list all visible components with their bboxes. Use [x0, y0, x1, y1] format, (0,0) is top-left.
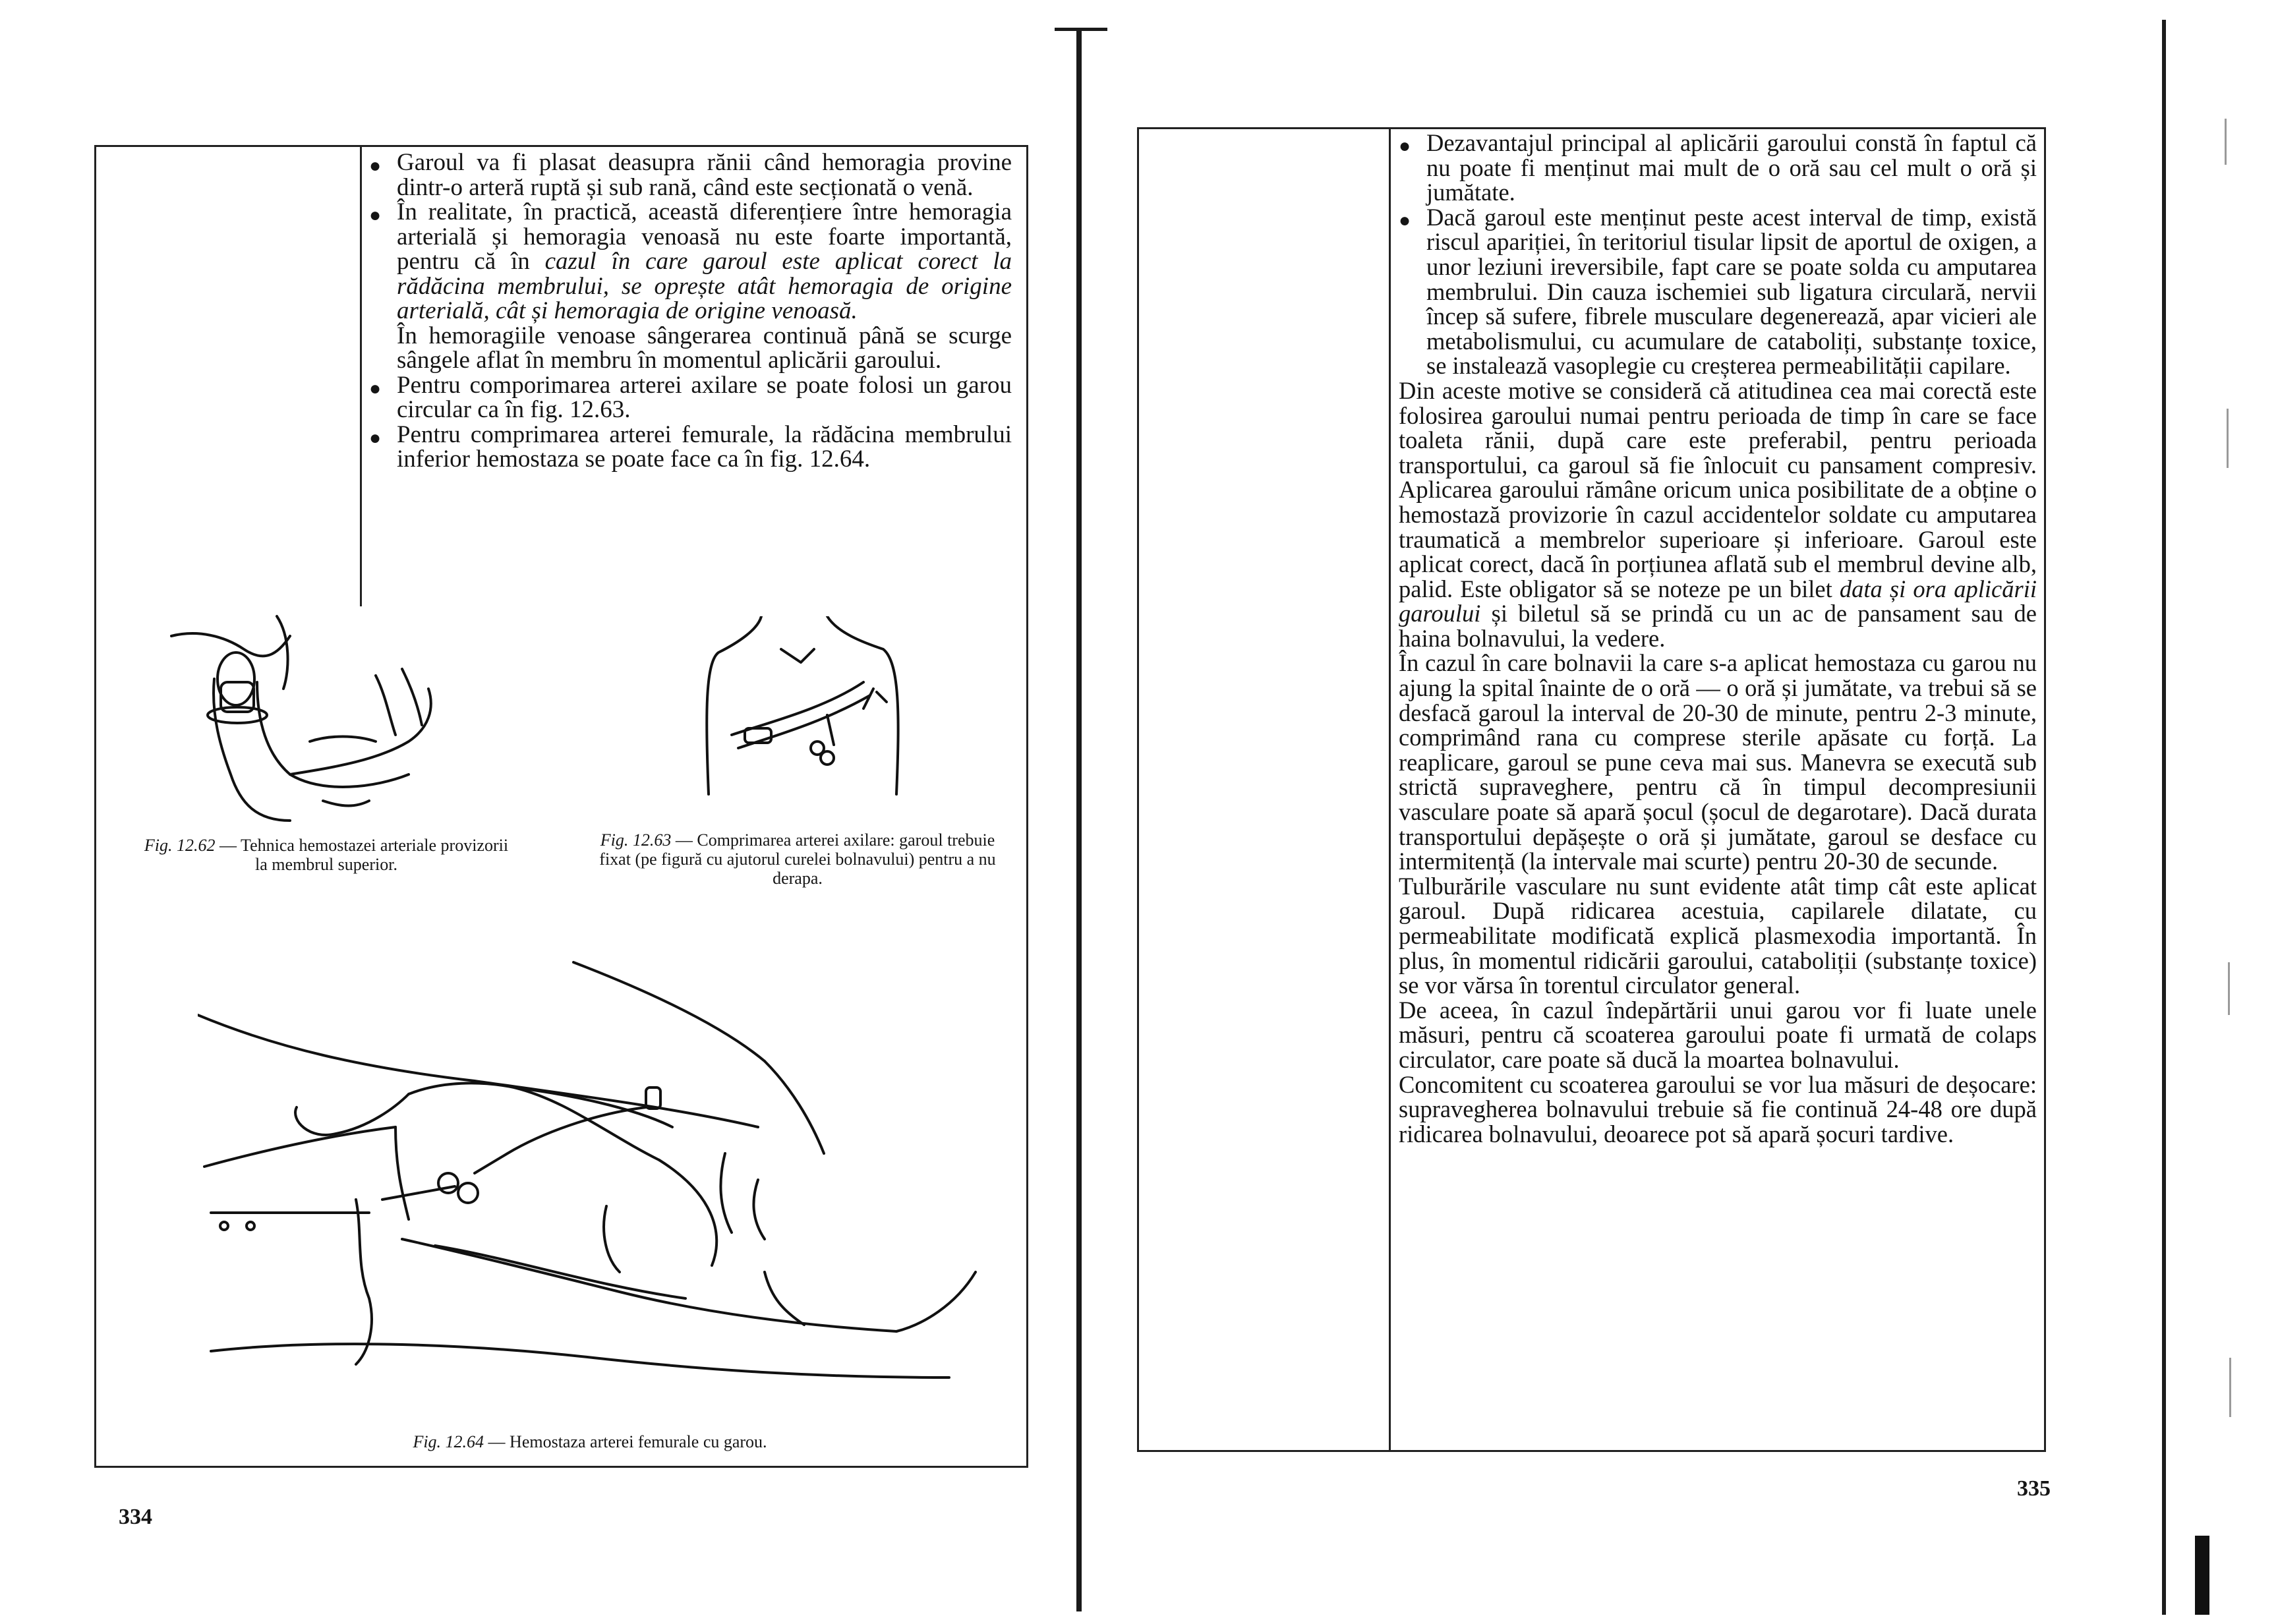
bullet-text: În realitate, în practică, această diferențiere între hemoragia arterială și hemoragia venoasă nu este foarte importantă, pentru că în	[397, 198, 1012, 275]
bullet-text: Pentru comprimarea arterei femurale, la rădăcina membrului inferior hemostaza se poate face ca în fig. 12.64.	[397, 420, 1012, 473]
bullet-item	[1399, 130, 2037, 205]
bullet-item	[369, 373, 1012, 422]
page-number-left: 334	[119, 1505, 152, 1529]
bullet-dot: ●	[369, 377, 382, 399]
left-text	[369, 150, 1012, 472]
bullet-item	[369, 200, 1012, 373]
paragraph-text: și biletul să se prindă cu un ac de pansament sau de haina bolnavului, la vedere.	[1399, 600, 2037, 652]
caption-fig-12-64	[310, 1432, 870, 1451]
bullet-text: Garoul va fi plasat deasupra rănii când hemoragia provine dintr-o arteră ruptă și sub rană, când este secționată o venă.	[397, 149, 1012, 201]
right-text	[1399, 130, 2037, 1146]
caption-text: — Comprimarea arterei axilare: garoul trebuie fixat (pe figură cu ajutorul curelei bolnavului) pentru a nu derapa.	[599, 830, 996, 888]
paragraph: De aceea, în cazul îndepărtării unui garou vor fi luate unele măsuri, pentru că scoaterea garoului poate fi urmată de colaps circulator, care poate să ducă la moartea bolnavului.	[1399, 996, 2037, 1073]
bullet-dot: ●	[1399, 209, 1411, 231]
bullet-dot: ●	[369, 204, 382, 226]
left-page	[0, 0, 1081, 1624]
caption-label: Fig. 12.63	[600, 830, 672, 850]
bullet-dot: ●	[369, 155, 382, 177]
page-number-right: 335	[2017, 1476, 2051, 1501]
bullet-item	[369, 422, 1012, 472]
paragraph: Tulburările vasculare nu sunt evidente atât timp cât este aplicat garoul. După ridicarea acestuia, capilarele dilatate, cu permeabilitate modificată explică plasmexodia importantă. În plus, în momentul ridicării garoului, cataboliții (substanțe toxice) se vor vărsa în torentul circulator general.	[1399, 872, 2037, 999]
caption-text: — Hemostaza arterei femurale cu garou.	[488, 1432, 767, 1451]
paragraph: Concomitent cu scoaterea garoului se vor lua măsuri de deșocare: supravegherea bolnavului trebuie să fie continuă 24-48 ore după ridicarea bolnavului, deoarece pot să apară șocuri tardive.	[1399, 1070, 2037, 1147]
caption-text: — Tehnica hemostazei arteriale provizorii la membrul superior.	[219, 836, 509, 874]
caption-label: Fig. 12.62	[144, 836, 216, 855]
right-column-rule	[1389, 127, 1391, 1452]
caption-fig-12-63	[597, 830, 999, 888]
figure-arm-tourniquet	[158, 610, 448, 827]
paragraph: În cazul în care bolnavii la care s-a aplicat hemostaza cu garou nu ajung la spital înainte de o oră — o oră și jumătate, va trebui să se desfacă garoul la interval de 20-30 de minute, pentru 2-3 minute, comprimând rana cu comprese sterile apăsate cu forță. La reaplicare, garoul se pune ceva mai sus. Manevra se execută sub strictă supraveghere, pentru că în timpul decompresiunii vasculare poate să apară șocul (șocul de degarotare). Dacă durata transportului depășește o oră și jumătate, garoul se desface cu intermitență (la intervale mai scurte) pentru 20-30 de secunde.	[1399, 649, 2037, 875]
right-page	[1068, 0, 2278, 1624]
paragraph-italic-text: data și ora aplicării garoului	[1399, 575, 2037, 627]
figure-femoral-tourniquet	[198, 956, 1002, 1430]
bullet-text: Dezavantajul principal al aplicării garoului constă în faptul că nu poate fi menținut mai mult de o oră sau cel mult o oră și jumătate.	[1426, 129, 2037, 206]
bullet-item	[369, 150, 1012, 200]
caption-fig-12-62	[138, 836, 514, 874]
left-column-rule	[360, 145, 362, 606]
bullet-dot: ●	[1399, 135, 1411, 157]
bullet-continuation: În hemoragiile venoase sângerarea continuă până se scurge sângele aflat în membru în momentul aplicării garoului.	[397, 322, 1012, 374]
paragraph	[1399, 378, 2037, 651]
figure-axillary-tourniquet	[679, 616, 956, 807]
paragraph-text: Din aceste motive se consideră că atitudinea cea mai corectă este folosirea garoului numai pentru perioada de timp în care se face toaleta rănii, după care este preferabil, pentru perioada transportului, ca garoul să fie înlocuit cu pansament compresiv. Aplicarea garoului rămâne oricum unica posibilitate de a obține o hemostază provizorie în cazul accidentelor soldate cu amputarea traumatică a membrelor superioare și inferioare. Garoul este aplicat corect, dacă în porțiunea aflată sub el membrul devine alb, palid. Este obligator să se noteze pe un bilet	[1399, 376, 2037, 602]
bullet-text: Dacă garoul este menținut peste acest interval de timp, există riscul apariției, în teritoriul tisular lipsit de aportul de oxigen, a unor leziuni ireversibile, fapt care se poate solda cu amputarea membrului. Din cauza ischemiei sub ligatura circulară, nervii încep să sufere, fibrele musculare degenerează, apar vicieri ale metabolismului, cu acumulare de cataboliți, substanțe toxice, se instalează vasoplegie cu creșterea permeabilității capilare.	[1426, 203, 2037, 380]
bullet-dot: ●	[369, 426, 382, 449]
caption-label: Fig. 12.64	[413, 1432, 484, 1451]
bullet-text: Pentru comporimarea arterei axilare se poate folosi un garou circular ca în fig. 12.63.	[397, 371, 1012, 423]
bullet-item	[1399, 205, 2037, 378]
bullet-italic-text: cazul în care garoul este aplicat corect la rădăcina membrului, se oprește atât hemoragia de origine arterială, cât și hemoragia de origine venoasă.	[397, 248, 1012, 324]
